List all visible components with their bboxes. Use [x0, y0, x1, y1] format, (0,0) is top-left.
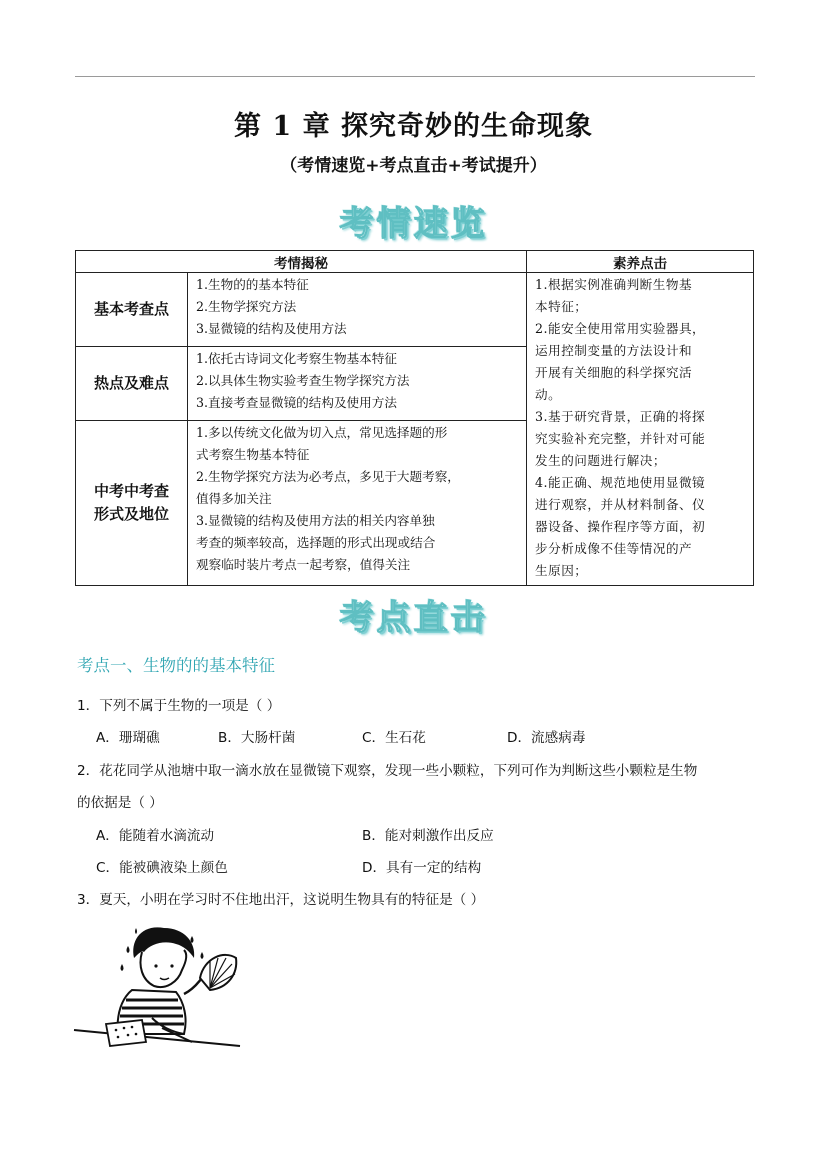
row-label-line: 形式及地位 [93, 504, 169, 523]
cell-line: 4.能正确、规范地使用显微镜 [535, 475, 706, 490]
question-1-option-d: D．流感病毒 [507, 730, 586, 746]
literacy-cell [527, 273, 754, 586]
question-2-option-a: A．能随着水滴流动 [96, 828, 215, 844]
cell-line: 2.生物学探究方法 [196, 299, 297, 314]
cell-line: 3.显微镜的结构及使用方法的相关内容单独 [196, 512, 435, 528]
banner-points: 考点直击 [339, 598, 488, 638]
cell-line: 动。 [535, 387, 562, 402]
cell-line: 发生的问题进行解决； [535, 453, 666, 468]
row-content-hotspots [188, 346, 527, 420]
page-subtitle: （考情速览+考点直击+考试提升） [280, 156, 547, 176]
row-content-exam-form [188, 420, 527, 585]
cell-line: 3.基于研究背景，正确的将探 [535, 409, 706, 424]
cell-line: 1.生物的的基本特征 [196, 277, 309, 292]
cell-line: 2.以具体生物实验考查生物学探究方法 [196, 372, 410, 388]
question-1-option-b: B．大肠杆菌 [218, 730, 296, 746]
cell-line: 2.生物学探究方法为必考点，多见于大题考察， [196, 468, 460, 484]
cell-line: 1.依托古诗词文化考察生物基本特征 [196, 350, 397, 366]
page-title: 第 1 章 探究奇妙的生命现象 [234, 111, 593, 142]
question-2-stem-line-1: 2．花花同学从池塘中取一滴水放在显微镜下观察，发现一些小颗粒，下列可作为判断这些小颗粒是生物 [77, 763, 698, 779]
row-label-line: 中考中考查 [93, 481, 169, 500]
question-2-option-d: D．具有一定的结构 [362, 860, 482, 876]
cell-line: 器设备、操作程序等方面，初 [535, 519, 706, 534]
section-heading: 考点一、生物的的基本特征 [77, 656, 275, 675]
cell-line: 3.显微镜的结构及使用方法 [196, 321, 347, 336]
banner-overview: 考情速览 [339, 204, 488, 244]
cell-line: 3.直接考查显微镜的结构及使用方法 [196, 394, 397, 410]
row-content-basic [188, 273, 527, 347]
table-header-row [76, 251, 754, 273]
top-rule [75, 76, 755, 77]
question-3-stem: 3．夏天，小明在学习时不住地出汗，这说明生物具有的特征是（ ） [77, 892, 485, 908]
cell-line: 1.根据实例准确判断生物基 [535, 277, 693, 292]
cell-line: 究实验补充完整，并针对可能 [535, 431, 706, 446]
cell-line: 值得多加关注 [196, 490, 272, 506]
question-2-stem-line-2: 的依据是（ ） [77, 795, 163, 811]
cell-line: 开展有关细胞的科学探究活 [535, 365, 693, 380]
sweating-student-illustration [72, 918, 242, 1050]
question-1-option-c: C．生石花 [362, 730, 426, 746]
cell-line: 观察临时装片考点一起考察，值得关注 [196, 556, 411, 572]
question-1-stem: 1．下列不属于生物的一项是（ ） [77, 698, 281, 714]
cell-line: 本特征； [535, 299, 588, 314]
table-row [76, 273, 754, 347]
question-2-option-c: C．能被碘液染上颜色 [96, 860, 228, 876]
row-label-basic: 基本考查点 [76, 273, 188, 347]
cell-line: 运用控制变量的方法设计和 [535, 343, 693, 358]
cell-line: 2.能安全使用常用实验器具， [535, 321, 706, 336]
header-literacy: 素养点击 [527, 251, 754, 273]
question-2-option-b: B．能对刺激作出反应 [362, 828, 494, 844]
cell-line: 1.多以传统文化做为切入点，常见选择题的形 [196, 424, 448, 440]
cell-line: 进行观察，并从材料制备、仪 [535, 497, 706, 512]
row-label-exam-form [76, 420, 188, 585]
cell-line: 步分析成像不佳等情况的产 [535, 541, 693, 556]
header-exam-secrets: 考情揭秘 [76, 251, 527, 273]
cell-line: 式考察生物基本特征 [196, 446, 310, 462]
cell-line: 生原因； [535, 563, 588, 578]
exam-overview-table [75, 250, 754, 586]
cell-line: 考查的频率较高，选择题的形式出现或结合 [196, 534, 436, 550]
row-label-hotspots: 热点及难点 [76, 346, 188, 420]
question-1-option-a: A．珊瑚礁 [96, 730, 160, 746]
